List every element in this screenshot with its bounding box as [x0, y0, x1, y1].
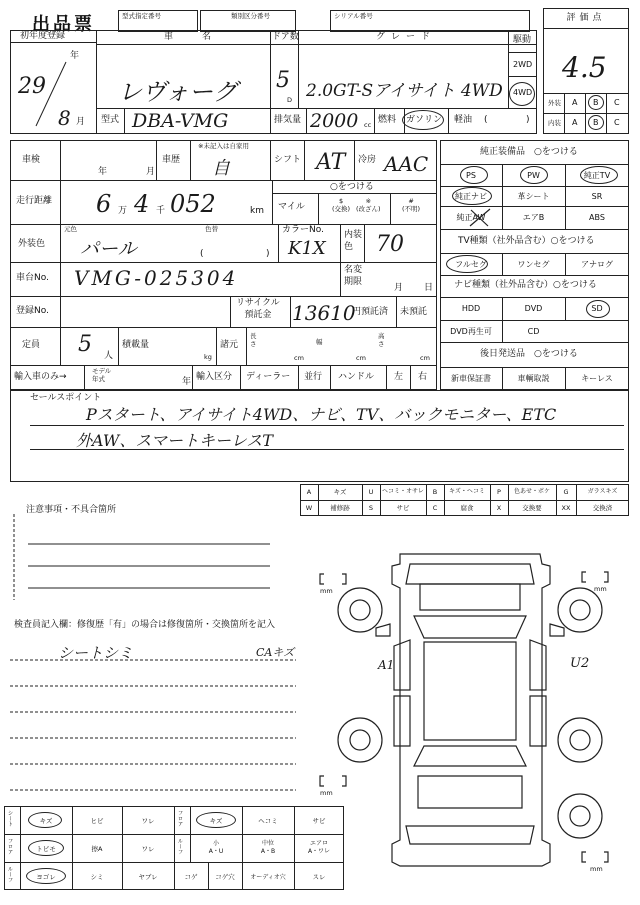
grid-r2c3: ワレ	[141, 844, 155, 853]
legend-p-code: P	[497, 487, 501, 496]
grid-r2c5: 中位 A・B	[260, 840, 276, 855]
model-year-label: モデル 年式	[92, 367, 112, 384]
recycle-unit: 円預託済	[352, 307, 389, 317]
tire-rr-mm: mm	[590, 865, 603, 873]
color-label: 外装色	[18, 239, 46, 249]
color-value: パール	[80, 238, 137, 260]
equip-abs: ABS	[589, 213, 605, 222]
mileage-sen: 4	[134, 190, 150, 218]
legend-a-code: A	[306, 487, 312, 496]
width-unit: cm	[356, 354, 366, 362]
handle-right: 右	[418, 372, 428, 382]
grade-label: グレード	[376, 32, 437, 42]
grid-group-label-roof: ルーフ	[176, 838, 183, 855]
handle-left: 左	[394, 372, 404, 382]
nav-sd: SD	[591, 304, 603, 313]
mileage-sen-unit: 千	[156, 206, 166, 216]
grid-r1c3: ワレ	[141, 816, 155, 825]
grid-side-roof: ルーフ	[6, 866, 13, 883]
damage-mark-left: A1	[378, 658, 395, 672]
fuel-gasoline: ガソリン	[406, 115, 443, 125]
first-reg-month-unit: 月	[76, 117, 86, 127]
grid-group-label-floor: フロア	[176, 810, 183, 827]
legend-s-code: S	[368, 503, 374, 512]
displacement-label: 排気量	[274, 115, 302, 125]
model-year-unit: 年	[182, 377, 192, 387]
legend-u-text: ヘコミ・オサレ	[382, 488, 424, 495]
meter-option-exchange: $ (交換)	[332, 197, 351, 214]
tv-fullseg: フルセグ	[455, 259, 487, 269]
color-paren-open: (	[200, 249, 204, 259]
name-change-label: 名変 期限	[344, 265, 363, 287]
dvd-playback: DVD再生可	[450, 326, 492, 336]
mileage-rest: 052	[170, 190, 216, 218]
legend-w-text: 補修跡	[330, 503, 350, 512]
legend-c-code: C	[432, 503, 438, 512]
equip-navi: 純正ナビ	[455, 191, 487, 201]
ext-grade-b: B	[593, 98, 599, 107]
category-label: 類別区分番号	[231, 12, 270, 20]
dvd-cd: CD	[527, 326, 540, 336]
chassis-value: VMG-025304	[74, 266, 239, 290]
nav-sd-circle	[586, 300, 610, 318]
first-reg-year: 29	[18, 74, 46, 99]
category-box	[200, 10, 296, 32]
recycle-label: リサイクル 預託金	[236, 298, 280, 320]
grid-r2c6: エアロ A・ワレ	[307, 840, 331, 855]
inspection-label: 車検	[22, 155, 41, 165]
recycle-value: 13610	[292, 301, 356, 325]
type-designation-label: 型式指定番号	[122, 12, 161, 20]
later-header: 後日発送品 ○をつける	[480, 349, 578, 359]
first-reg-label: 初年度登録	[20, 31, 66, 41]
equip-aw-mark	[466, 206, 494, 230]
equip-navi-circle	[452, 187, 492, 205]
history-label: 車歴	[162, 155, 181, 165]
original-color-label: 元色	[64, 225, 77, 233]
mileage-label: 走行距離	[16, 196, 53, 206]
interior-color-label: 内装 色	[344, 230, 363, 252]
grid-r1c5: ヘコミ	[258, 816, 278, 825]
capacity-unit: 人	[104, 351, 114, 361]
inspector-note-2: CAキズ	[256, 646, 295, 659]
meter-option-tampered: ※ (改ざん)	[356, 197, 381, 214]
grid-r3c4: コゲ	[184, 872, 198, 881]
sales-point-line2: 外AW、スマートキーレスT	[76, 431, 273, 450]
meter-option-unknown: # (不明)	[402, 197, 421, 214]
doors-label: ドア数	[272, 32, 299, 42]
grid-circle-kizu	[28, 812, 62, 828]
type-designation-box	[118, 10, 198, 32]
doors-suffix: D	[287, 96, 293, 104]
serial-label: シリアル番号	[334, 12, 373, 20]
legend-g-text: ガラスキズ	[587, 488, 618, 495]
equip-ps-circle	[460, 166, 488, 184]
legend-p-text: 色あせ・ボケ	[513, 488, 550, 495]
ext-label: 外装	[548, 99, 561, 107]
recycle-unpaid: 未預託	[400, 307, 428, 317]
legend-a-text: キズ	[333, 487, 347, 496]
equip-tv-circle	[580, 166, 618, 184]
overall-score: 4.5	[562, 51, 607, 84]
aircon-label: 冷房	[358, 155, 377, 165]
nav-header: ナビ種類（社外品含む）○をつける	[454, 280, 597, 290]
load-label: 積載量	[122, 340, 150, 350]
grid-r2c2: 擦A	[91, 844, 103, 853]
grid-r1c1: キズ	[39, 816, 53, 825]
ext-grade-circle	[588, 95, 604, 110]
grid-circle-kizu-ext	[196, 812, 236, 828]
first-reg-slash	[30, 60, 70, 130]
equip-leather: 革シート	[517, 191, 550, 201]
legend-s-text: サビ	[396, 503, 410, 512]
tv-analog: アナログ	[581, 259, 613, 269]
inspector-note: シートシミ	[58, 644, 134, 662]
model-label: 型式	[101, 115, 120, 125]
int-grade-a: A	[572, 118, 578, 127]
car-name-label: 車 名	[164, 32, 222, 42]
import-category-label: 輸入区分	[196, 372, 233, 382]
capacity-value: 5	[78, 332, 92, 357]
meter-header: ○をつける	[330, 182, 374, 192]
legend-w-code: W	[305, 503, 313, 512]
equip-sr: SR	[591, 191, 603, 201]
tire-rl-mm: mm	[320, 789, 333, 797]
damage-mark-right: U2	[570, 656, 590, 671]
grid-side-floor: フロア	[6, 838, 13, 855]
length-label: 長 さ	[250, 332, 257, 349]
grid-r2c4: 小 A・U	[208, 840, 224, 855]
shift-label: シフト	[274, 155, 302, 165]
tv-fullseg-circle	[446, 255, 488, 273]
displacement-value: 2000	[310, 110, 359, 132]
equip-ps: PS	[466, 170, 476, 180]
int-grade-circle	[588, 115, 604, 130]
legend-x-code: X	[496, 503, 502, 512]
first-reg-month: 8	[58, 106, 71, 130]
later-warranty: 新車保証書	[451, 374, 491, 383]
serial-box	[330, 10, 530, 32]
grid-r3c5: コゲ穴	[215, 872, 235, 881]
legend-b-text: キズ・ヘコミ	[449, 488, 485, 495]
drive-2wd: 2WD	[513, 60, 533, 69]
height-label: 高 さ	[378, 332, 385, 349]
color-paren-close: )	[266, 249, 270, 259]
int-grade-c: C	[614, 118, 620, 127]
fuel-paren-close: )	[526, 115, 530, 125]
sales-point-line1: Pスタート、アイサイト4WD、ナビ、TV、バックモニター、ETC	[86, 405, 557, 424]
ext-grade-a: A	[572, 98, 578, 107]
mileage-man: 6	[96, 190, 112, 218]
grade-value: 2.0GT-Sアイサイト 4WD	[306, 81, 503, 101]
chassis-label: 車台No.	[16, 273, 49, 283]
drive-label: 駆動	[513, 35, 532, 45]
meter-mile-label: マイル	[278, 202, 305, 212]
tv-oneseg: ワンセグ	[517, 259, 550, 269]
notes-label: 注意事項・不具合箇所	[26, 505, 117, 515]
inspector-lines	[10, 660, 300, 800]
capacity-label: 定員	[22, 340, 41, 350]
grid-r1c6: サビ	[312, 816, 326, 825]
handle-label: ハンドル	[338, 372, 375, 382]
history-note: ※未記入は自家用	[198, 142, 249, 150]
later-manual: 車輌取説	[517, 374, 550, 383]
fuel-gasoline-circle	[402, 110, 444, 130]
length-unit: cm	[294, 354, 304, 362]
dims-label: 諸元	[220, 340, 239, 350]
grid-r2c1: トビモ	[36, 844, 56, 853]
inspection-month-unit: 月	[146, 167, 156, 177]
drive-4wd-circle	[509, 82, 535, 106]
color-no-value: K1X	[288, 238, 326, 259]
doors-value: 5	[276, 68, 290, 93]
fuel-diesel: 軽油	[454, 115, 473, 125]
tv-header: TV種類（社外品含む）○をつける	[458, 236, 595, 246]
int-grade-b: B	[593, 118, 599, 127]
tire-fr-mm: mm	[594, 585, 607, 593]
grid-circle-yogore	[26, 868, 66, 884]
legend-xx-text: 交換済	[592, 503, 613, 512]
width-label: 幅	[316, 338, 323, 346]
legend-x-text: 交換要	[522, 503, 542, 512]
name-change-day: 日	[424, 283, 434, 293]
equip-pw: PW	[527, 170, 540, 180]
nav-hdd: HDD	[461, 304, 481, 313]
legend-g-code: G	[563, 487, 569, 496]
rating-box	[543, 8, 629, 134]
legend-xx-code: XX	[561, 503, 571, 512]
equip-aw: 純正AW	[456, 213, 486, 222]
name-change-month: 月	[394, 283, 404, 293]
grid-r3c7: スレ	[312, 872, 326, 881]
displacement-unit: cc	[364, 121, 372, 129]
car-diagram	[310, 540, 630, 890]
load-unit: kg	[204, 353, 212, 361]
drive-4wd: 4WD	[513, 88, 533, 97]
ext-grade-c: C	[614, 98, 620, 107]
legend-c-text: 腐食	[460, 503, 474, 512]
legend-b-code: B	[432, 487, 438, 496]
shift-value: AT	[316, 150, 346, 175]
rating-label: 評価点	[566, 13, 606, 23]
registration-label: 登録No.	[16, 306, 49, 316]
page-title: 出品票	[32, 14, 95, 35]
fuel-paren-open: (	[484, 115, 488, 125]
import-parallel: 並行	[304, 372, 323, 382]
int-label: 内装	[548, 119, 561, 127]
grid-r3c2: シミ	[90, 872, 104, 881]
grid-r3c1: ヨゴレ	[36, 872, 56, 881]
grid-r3c3: ヤブレ	[138, 872, 158, 881]
sales-point-label: セールスポイント	[30, 393, 102, 403]
grid-side-seat: シート	[6, 810, 13, 827]
import-dealer: ディーラー	[246, 372, 291, 382]
changed-color-label: 色替	[205, 225, 218, 233]
first-reg-year-unit: 年	[70, 51, 80, 61]
equip-tv: 純正TV	[583, 170, 611, 180]
inspection-year-unit: 年	[98, 167, 108, 177]
import-label: 輸入車のみ→	[14, 372, 67, 382]
mileage-man-unit: 万	[118, 206, 128, 216]
height-unit: cm	[420, 354, 430, 362]
tire-fl-mm: mm	[320, 587, 333, 595]
interior-color-value: 70	[376, 232, 404, 257]
fuel-label: 燃料	[378, 115, 397, 125]
history-value: 自	[212, 158, 230, 179]
equipment-header: 純正装備品 ○をつける	[480, 147, 578, 157]
color-no-label: カラーNo.	[282, 225, 324, 235]
notes-bracket	[8, 510, 278, 605]
mileage-unit: km	[250, 206, 264, 216]
grid-r1c2: ヒビ	[90, 816, 104, 825]
nav-dvd: DVD	[524, 304, 543, 313]
equip-airbag: エアB	[522, 213, 545, 222]
equip-pw-circle	[520, 166, 548, 184]
model-value: DBA-VMG	[132, 110, 229, 132]
inspector-label: 検査員記入欄：修復歴「有」の場合は修復箇所・交換箇所を記入	[14, 620, 276, 630]
car-name-value: レヴォーグ	[118, 78, 238, 106]
later-keyless: キーレス	[581, 374, 613, 383]
legend-u-code: U	[368, 487, 374, 496]
grid-r1c4: キズ	[209, 816, 223, 825]
aircon-value: AAC	[384, 152, 429, 176]
grid-r3c6: オーディオ穴	[250, 873, 286, 881]
grid-circle-tobimo	[28, 840, 64, 856]
